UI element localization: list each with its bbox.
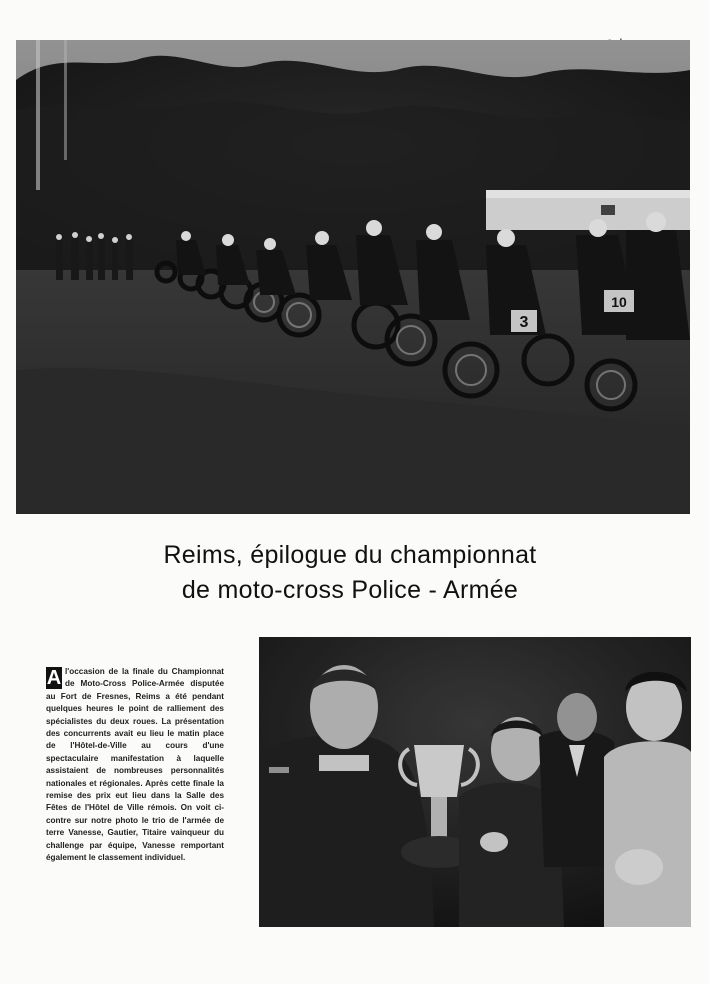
drop-cap: A bbox=[46, 667, 62, 689]
photo-prize-ceremony bbox=[259, 637, 691, 927]
plate-number-2: 10 bbox=[611, 294, 627, 310]
photo-motocross-start bbox=[16, 40, 690, 514]
article-text: l'occasion de la finale du Championnat de Moto-Cross Police-Armée disputée au Fort de Fresnes, Reims a été pendant quelques heures le point de ralliement des spécialistes du deux roues. La présentation des concurrents avait eu lieu le matin place de l'Hôtel-de-Ville au cours d'une spectaculaire manifestation à laquelle assistaient de nombreuses personnalités nationales et régionales. Après cette finale la remise des prix eut lieu dans la Salle des Fêtes de l'Hôtel de Ville rémois. On voit ci-contre sur notre photo le trio de l'armée de terre Vanesse, Gautier, Titaire vainqueur du challenge par équipe, Vanesse remportant également le classement individuel. bbox=[46, 667, 224, 863]
article-body bbox=[46, 666, 224, 865]
headline-line-1: Reims, épilogue du championnat bbox=[163, 541, 537, 569]
plate-number: 3 bbox=[519, 314, 529, 331]
headline-line-2: de moto-cross Police - Armée bbox=[181, 576, 519, 604]
article-headline bbox=[60, 538, 640, 608]
